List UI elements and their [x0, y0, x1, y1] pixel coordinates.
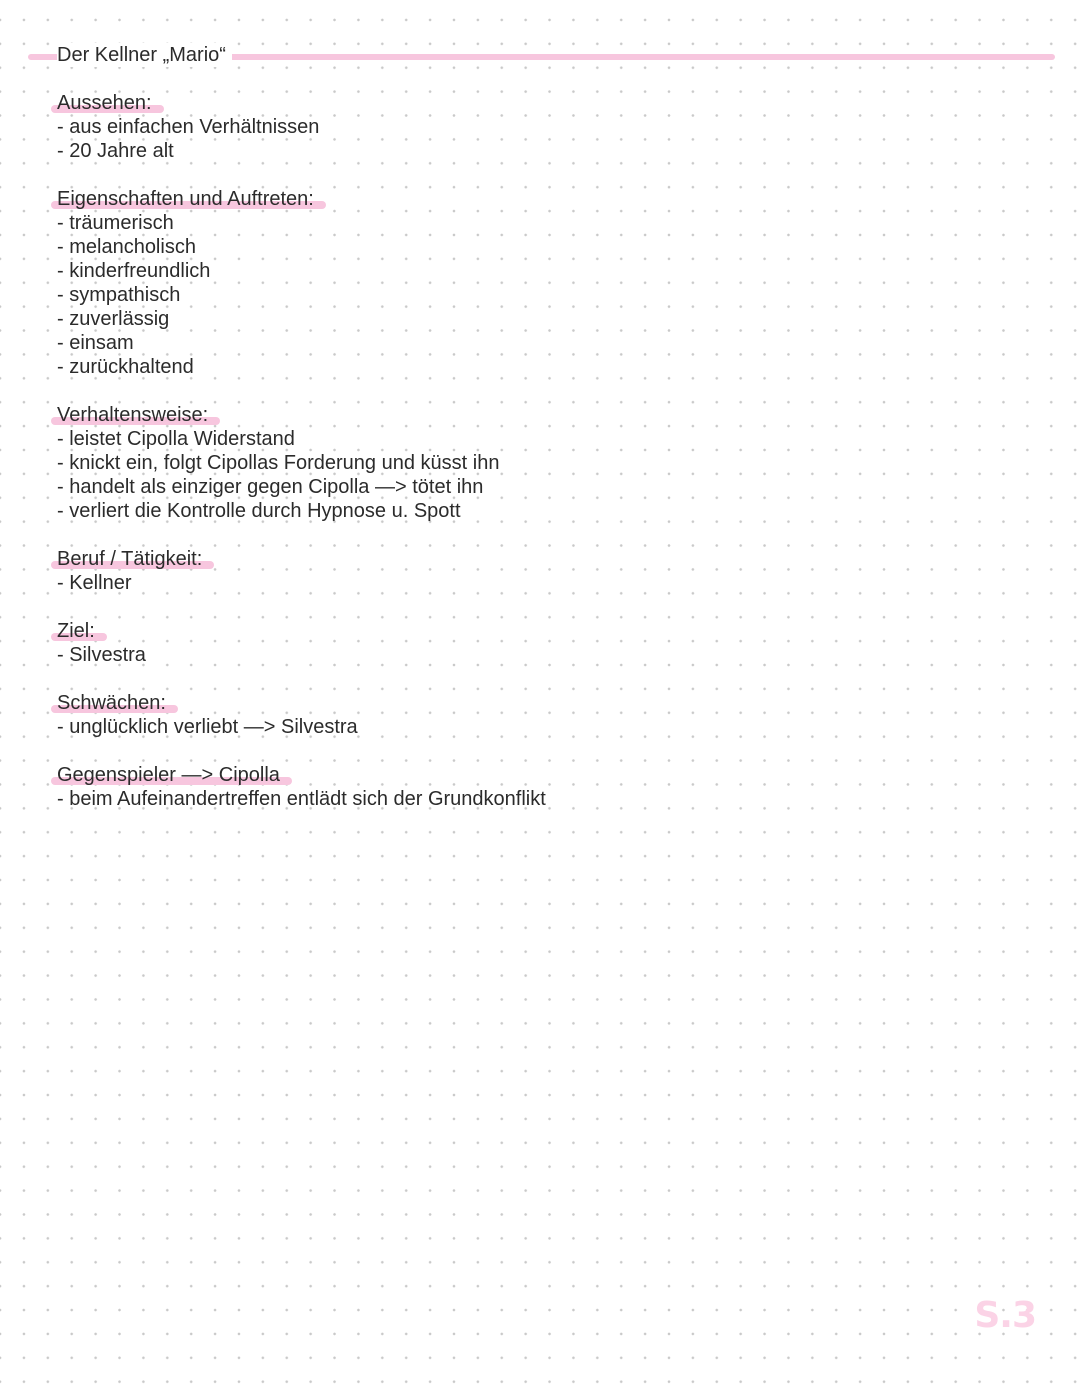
- section-heading: Ziel:: [57, 619, 95, 643]
- bullet-list: [57, 571, 1017, 595]
- section-beruf: [57, 547, 1017, 595]
- page-number: S.3: [974, 1295, 1036, 1336]
- section-ziel: [57, 619, 1017, 667]
- section-heading: Gegenspieler —> Cipolla: [57, 763, 280, 787]
- list-item: - leistet Cipolla Widerstand: [57, 428, 295, 450]
- section-eigenschaften: [57, 187, 1017, 379]
- list-item: - verliert die Kontrolle durch Hypnose u. Spott: [57, 500, 461, 522]
- bullet-list: [57, 643, 1017, 667]
- section-heading: Aussehen:: [57, 91, 152, 115]
- bullet-list: [57, 787, 1017, 811]
- list-item: - unglücklich verliebt —> Silvestra: [57, 716, 358, 738]
- section-schwaechen: [57, 691, 1017, 739]
- list-item: - zuverlässig: [57, 308, 170, 330]
- section-heading: Eigenschaften und Auftreten:: [57, 187, 314, 211]
- list-item: - sympathisch: [57, 284, 181, 306]
- list-item: - aus einfachen Verhältnissen: [57, 116, 320, 138]
- bullet-list: [57, 427, 1017, 523]
- bullet-list: [57, 115, 1017, 163]
- section-verhaltensweise: [57, 403, 1017, 523]
- note-content: [57, 43, 1017, 811]
- list-item: - handelt als einziger gegen Cipolla —> tötet ihn: [57, 476, 484, 498]
- list-item: - 20 Jahre alt: [57, 140, 174, 162]
- section-heading: Schwächen:: [57, 691, 166, 715]
- list-item: - träumerisch: [57, 212, 174, 234]
- section-aussehen: [57, 91, 1017, 163]
- list-item: - einsam: [57, 332, 134, 354]
- section-gegenspieler: [57, 763, 1017, 811]
- list-item: - kinderfreundlich: [57, 260, 211, 282]
- bullet-list: [57, 715, 1017, 739]
- list-item: - Kellner: [57, 572, 132, 594]
- list-item: - Silvestra: [57, 644, 146, 666]
- page-title: Der Kellner „Mario“: [57, 43, 232, 67]
- section-heading: Verhaltensweise:: [57, 403, 208, 427]
- list-item: - knickt ein, folgt Cipollas Forderung und küsst ihn: [57, 452, 500, 474]
- list-item: - beim Aufeinandertreffen entlädt sich der Grundkonflikt: [57, 788, 546, 810]
- section-heading: Beruf / Tätigkeit:: [57, 547, 202, 571]
- list-item: - zurückhaltend: [57, 356, 194, 378]
- list-item: - melancholisch: [57, 236, 196, 258]
- bullet-list: [57, 211, 1017, 379]
